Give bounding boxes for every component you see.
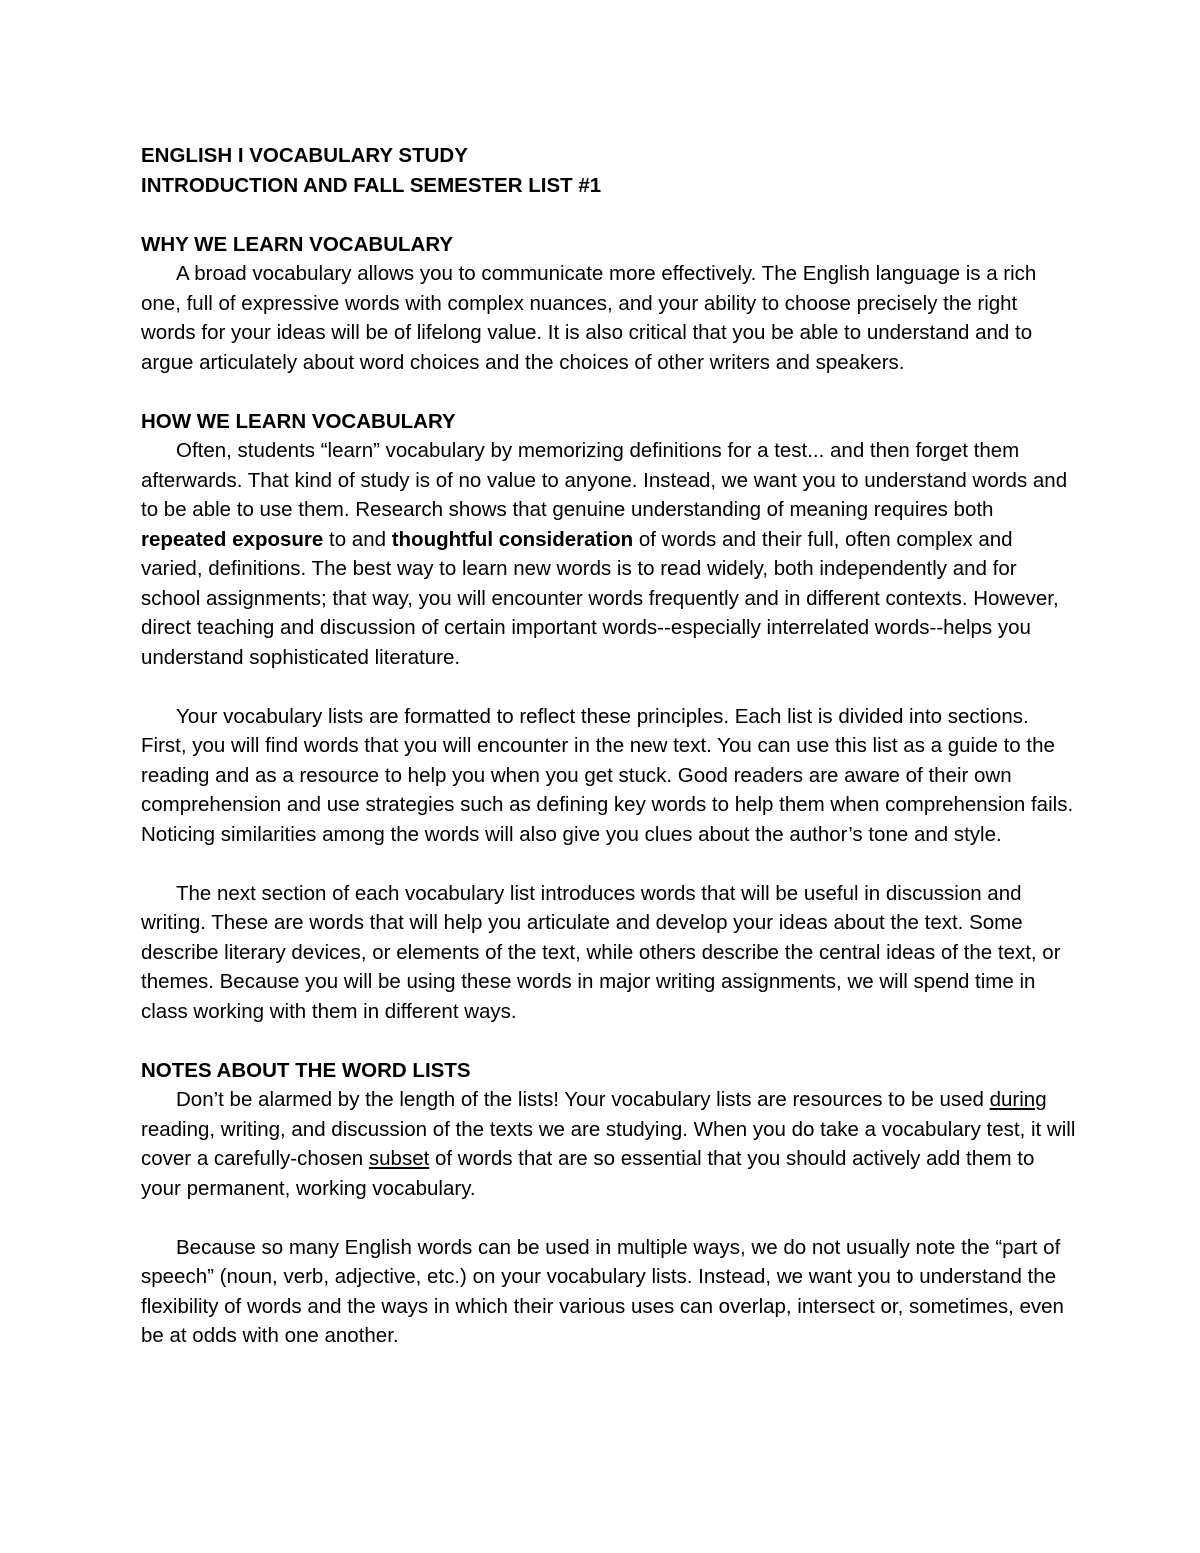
paragraph-notes-1 xyxy=(141,1085,1076,1203)
paragraph-how-we-learn-3: The next section of each vocabulary list introduces words that will be useful in discussion and writing. These are words that will help you articulate and develop your ideas about the text. Some describe literary devices, or elements of the text, while others describe the central ideas of the text, or themes. Because you will be using these words in major writing assignments, we will spend time in class working with them in different ways. xyxy=(141,881,1061,1023)
spacer xyxy=(141,200,1076,230)
paragraph-how-we-learn-1 xyxy=(141,436,1076,672)
text-run: Often, students “learn” vocabulary by memorizing definitions for a test... and then forget them afterwards. That kind of study is of no value to anyone. Instead, we want you to understand words and to be able to use them. Research shows that genuine understanding of meaning requires both xyxy=(141,439,1068,521)
spacer xyxy=(141,849,1076,879)
heading-how-we-learn: HOW WE LEARN VOCABULARY xyxy=(141,409,456,433)
paragraph-notes-2: Because so many English words can be used in multiple ways, we do not usually note the “part of speech” (noun, verb, adjective, etc.) on your vocabulary lists. Instead, we want you to understand the flexibility of words and the ways in which their various uses can overlap, intersect or, sometimes, even be at odds with one another. xyxy=(141,1235,1064,1347)
spacer xyxy=(141,1203,1076,1233)
heading-why-we-learn: WHY WE LEARN VOCABULARY xyxy=(141,232,454,256)
text-run: reading, writing, and discussion of the texts we are studying. When you do take a vocabulary test, it will cover a carefully-chosen xyxy=(141,1117,1076,1170)
bold-term-repeated-exposure: repeated exposure xyxy=(141,527,324,551)
underlined-word-subset: subset xyxy=(368,1147,430,1170)
document-title-line-2: INTRODUCTION AND FALL SEMESTER LIST #1 xyxy=(141,173,602,197)
document-page xyxy=(141,141,1076,1351)
text-run: to and xyxy=(323,527,392,551)
text-run: Don’t be alarmed by the length of the lists! Your vocabulary lists are resources to be used xyxy=(176,1088,990,1111)
text-run: of words that are so essential that you should actively add them to your permanent, working vocabulary. xyxy=(141,1147,1035,1200)
paragraph-how-we-learn-2: Your vocabulary lists are formatted to reflect these principles. Each list is divided into sections. First, you will find words that you will encounter in the new text. You can use this list as a guide to the reading and as a resource to help you when you get stuck. Good readers are aware of their own comprehension and use strategies such as defining key words to help them when comprehension fails. Noticing similarities among the words will also give you clues about the author’s tone and style. xyxy=(141,704,1074,846)
heading-notes-about-word-lists: NOTES ABOUT THE WORD LISTS xyxy=(141,1058,471,1082)
underlined-word-during: during xyxy=(989,1088,1047,1111)
spacer xyxy=(141,1026,1076,1056)
spacer xyxy=(141,672,1076,702)
text-run: of words and their full, often complex and varied, definitions. The best way to learn new words is to read widely, both independently and for school assignments; that way, you will encounter words frequently and in different contexts. However, direct teaching and discussion of certain important words--especially interrelated words--helps you understand sophisticated literature. xyxy=(141,527,1059,669)
spacer xyxy=(141,377,1076,407)
document-title-line-1: ENGLISH I VOCABULARY STUDY xyxy=(141,144,468,167)
bold-term-thoughtful-consideration: thoughtful consideration xyxy=(391,527,634,551)
paragraph-why-we-learn: A broad vocabulary allows you to communicate more effectively. The English language is a rich one, full of expressive words with complex nuances, and your ability to choose precisely the right words for your ideas will be of lifelong value. It is also critical that you be able to understand and to argue articulately about word choices and the choices of other writers and speakers. xyxy=(141,262,1037,374)
